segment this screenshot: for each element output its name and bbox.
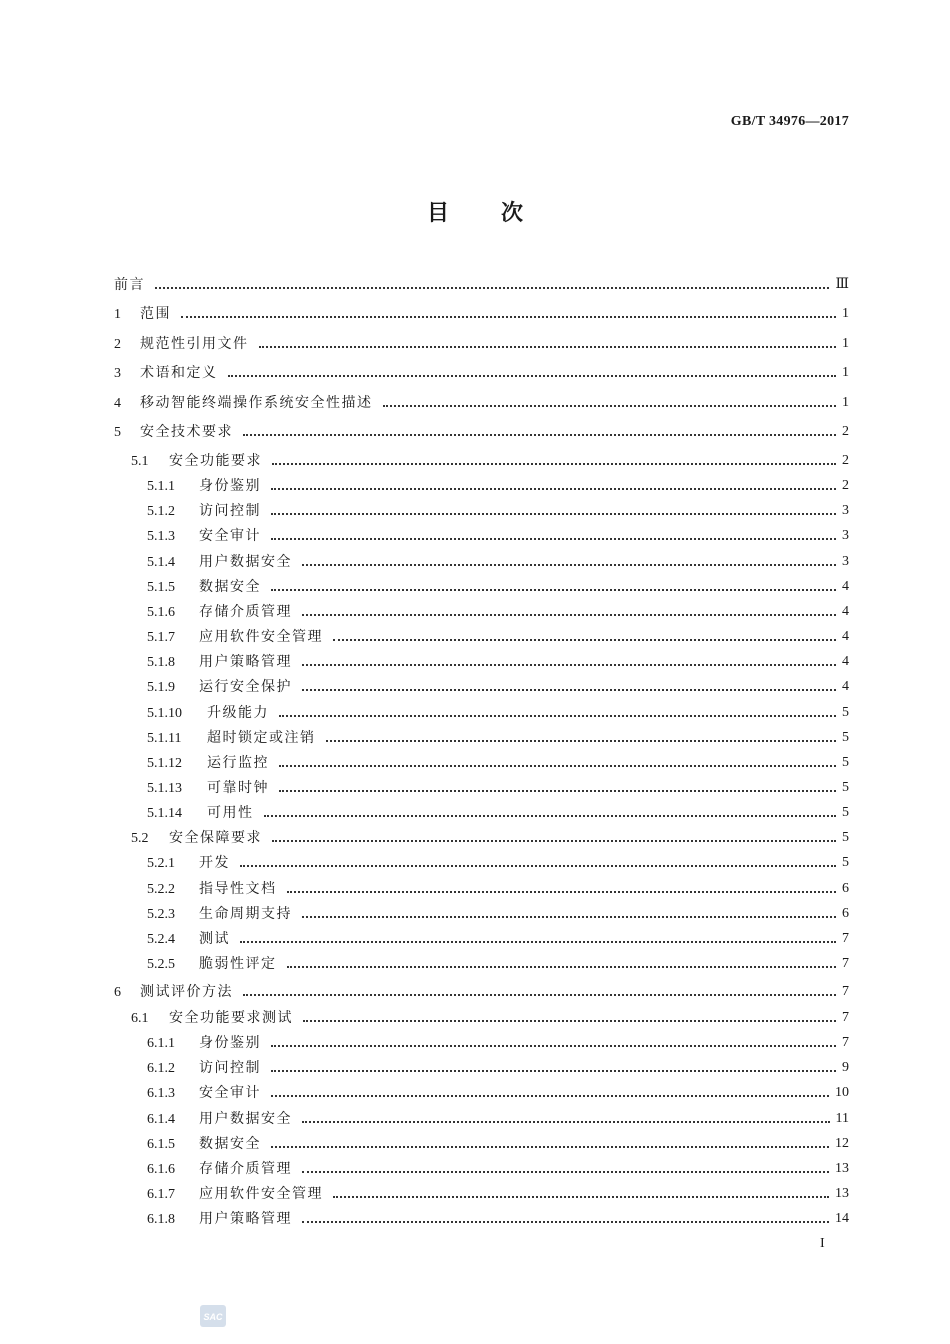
toc-entry-label: 应用软件安全管理 xyxy=(199,1186,323,1203)
toc-entry-lead xyxy=(147,475,261,498)
toc-entry-page: 2 xyxy=(842,424,849,439)
toc-entry-lead xyxy=(114,392,373,415)
toc-entry-number: 1 xyxy=(114,307,121,323)
standard-code: GB/T 34976—2017 xyxy=(730,114,849,129)
toc-entry-page: 3 xyxy=(842,553,849,569)
toc-entry-number: 5 xyxy=(114,425,121,440)
toc-entry-leader-dots xyxy=(271,1045,836,1047)
toc-entry[interactable] xyxy=(0,878,950,900)
toc-entry-number: 6.1.7 xyxy=(147,1187,175,1203)
toc-entry-leader-dots xyxy=(302,614,836,616)
toc-entry-lead xyxy=(114,274,145,296)
toc-entry-leader-dots xyxy=(271,1095,829,1097)
toc-entry-leader-dots xyxy=(271,589,836,591)
toc-entry-page: 5 xyxy=(842,704,849,720)
toc-entry-page: 7 xyxy=(842,956,849,971)
toc-entry-number: 6.1.8 xyxy=(147,1212,175,1228)
toc-entry-lead xyxy=(147,752,269,775)
toc-entry-leader-dots xyxy=(279,765,836,767)
toc-entry-leader-dots xyxy=(243,434,836,436)
toc-entry-lead xyxy=(147,727,316,750)
toc-entry-number: 6.1.2 xyxy=(147,1061,175,1077)
toc-entry[interactable] xyxy=(0,727,950,749)
toc-entry-label: 存储介质管理 xyxy=(199,1160,292,1177)
toc-entry-leader-dots xyxy=(333,1196,829,1198)
toc-entry-page: 4 xyxy=(842,629,849,645)
toc-entry-page: 14 xyxy=(835,1211,849,1227)
toc-entry-number: 5.1.11 xyxy=(147,730,182,746)
toc-entry-label: 运行安全保护 xyxy=(199,679,292,696)
toc-entry-page: 5 xyxy=(842,754,849,770)
toc-entry[interactable] xyxy=(0,500,950,522)
toc-entry-leader-dots xyxy=(302,1221,829,1223)
toc-entry-label: 用户数据安全 xyxy=(199,553,292,570)
toc-entry-label: 脆弱性评定 xyxy=(199,956,277,972)
toc-entry-page: 7 xyxy=(842,1010,849,1025)
toc-entry-lead xyxy=(114,333,249,356)
toc-entry-leader-dots xyxy=(279,790,836,792)
toc-entry-label: 测试评价方法 xyxy=(140,984,233,1000)
toc-entry-number: 5.2.1 xyxy=(147,856,175,872)
toc-entry-label: 访问控制 xyxy=(199,503,261,520)
toc-entry-number: 5.1 xyxy=(131,454,149,469)
toc-entry-lead xyxy=(147,777,269,800)
toc-entry-lead xyxy=(147,525,261,548)
toc-entry-lead xyxy=(147,1082,261,1105)
toc-entry[interactable] xyxy=(0,1082,950,1104)
toc-entry-lead xyxy=(147,551,292,574)
toc-entry-number: 6.1 xyxy=(131,1011,149,1026)
toc-entry-leader-dots xyxy=(240,865,836,867)
toc-entry-lead xyxy=(147,1158,292,1181)
toc-entry-number: 6.1.4 xyxy=(147,1111,175,1127)
toc-entry-page: 4 xyxy=(842,654,849,670)
toc-entry-lead xyxy=(114,362,218,385)
toc-entry-leader-dots xyxy=(272,840,836,842)
toc-entry-label: 超时锁定或注销 xyxy=(207,729,316,746)
toc-entry-leader-dots xyxy=(271,1070,836,1072)
toc-entry-label: 用户策略管理 xyxy=(199,1211,292,1228)
toc-entry[interactable] xyxy=(0,362,950,384)
toc-entry-leader-dots xyxy=(302,664,836,666)
toc-entry-number: 5.2.4 xyxy=(147,931,175,947)
toc-entry-lead xyxy=(147,576,261,599)
toc-entry[interactable] xyxy=(0,1183,950,1205)
toc-entry-number: 5.1.7 xyxy=(147,630,175,646)
toc-entry[interactable] xyxy=(0,392,950,414)
toc-entry-page: 1 xyxy=(842,306,849,322)
toc-entry-number: 5.1.1 xyxy=(147,479,175,495)
toc-entry-label: 指导性文档 xyxy=(199,880,277,897)
toc-entry-page: 7 xyxy=(842,1035,849,1051)
toc-entry-leader-dots xyxy=(333,639,836,641)
toc-entry-number: 5.1.9 xyxy=(147,680,175,696)
toc-entry[interactable] xyxy=(0,333,950,355)
toc-entry-leader-dots xyxy=(264,815,837,817)
toc-entry-label: 安全审计 xyxy=(199,528,261,545)
toc-entry[interactable] xyxy=(0,551,950,573)
toc-entry-number: 6.1.6 xyxy=(147,1161,175,1177)
toc-entry-leader-dots xyxy=(302,916,836,918)
toc-entry-label: 身份鉴别 xyxy=(199,1035,261,1052)
toc-entry-leader-dots xyxy=(383,405,837,407)
toc-entry[interactable] xyxy=(0,450,950,472)
toc-entry-label: 规范性引用文件 xyxy=(140,335,249,352)
toc-entry-number: 6.1.1 xyxy=(147,1036,175,1052)
toc-entry-page: 2 xyxy=(842,478,849,494)
sac-logo-icon xyxy=(200,1305,226,1327)
toc-entry-leader-dots xyxy=(243,994,836,996)
toc-entry-label: 用户数据安全 xyxy=(199,1110,292,1127)
toc-entry-page: 1 xyxy=(842,394,849,410)
toc-entry-page: 13 xyxy=(835,1186,849,1202)
toc-entry-lead xyxy=(114,421,233,444)
toc-entry-number: 5.2.3 xyxy=(147,906,175,922)
toc-entry-number: 5.1.6 xyxy=(147,604,175,620)
toc-entry-leader-dots xyxy=(181,316,836,318)
toc-entry[interactable] xyxy=(0,651,950,673)
toc-entry-label: 移动智能终端操作系统安全性描述 xyxy=(140,394,373,411)
toc-entry[interactable] xyxy=(0,981,950,1003)
toc-entry-page: 2 xyxy=(842,453,849,468)
toc-entry-label: 应用软件安全管理 xyxy=(199,629,323,646)
toc-entry-lead xyxy=(147,878,277,901)
toc-entry-lead xyxy=(147,651,292,674)
toc-entry-number: 3 xyxy=(114,366,121,382)
toc-entry-leader-dots xyxy=(302,1171,829,1173)
toc-entry-number: 5.1.2 xyxy=(147,504,175,520)
toc-entry-page: 5 xyxy=(842,805,849,821)
toc-entry-number: 5.1.10 xyxy=(147,705,182,721)
toc-entry-number: 5.2 xyxy=(131,831,149,847)
toc-entry-page: 4 xyxy=(842,679,849,695)
toc-entry[interactable] xyxy=(0,1158,950,1180)
toc-entry-label: 数据安全 xyxy=(199,1135,261,1152)
toc-entry[interactable] xyxy=(0,1208,950,1230)
toc-entry-page: 3 xyxy=(842,503,849,519)
toc-entry-lead xyxy=(147,928,230,951)
toc-entry[interactable] xyxy=(0,852,950,874)
toc-entry-lead xyxy=(147,1208,292,1231)
toc-entry[interactable] xyxy=(0,928,950,950)
toc-entry-label: 可靠时钟 xyxy=(207,779,269,796)
toc-entry-lead xyxy=(147,852,230,875)
toc-entry[interactable] xyxy=(0,576,950,598)
toc-entry-page: 13 xyxy=(835,1160,849,1176)
toc-entry-label: 测试 xyxy=(199,930,230,947)
toc-entry-lead xyxy=(147,1057,261,1080)
toc-entry-leader-dots xyxy=(271,513,836,515)
toc-entry[interactable] xyxy=(0,601,950,623)
toc-entry-lead xyxy=(147,1133,261,1156)
toc-entry-label: 安全功能要求 xyxy=(169,453,262,469)
toc-entry-label: 可用性 xyxy=(207,805,254,822)
toc-entry-page: 5 xyxy=(842,830,849,846)
toc-entry-page: 5 xyxy=(842,779,849,795)
toc-entry-label: 用户策略管理 xyxy=(199,654,292,671)
toc-entry[interactable] xyxy=(0,702,950,724)
toc-entry-number: 5.1.3 xyxy=(147,529,175,545)
toc-entry[interactable] xyxy=(0,752,950,774)
page-number: I xyxy=(820,1236,825,1251)
toc-entry-leader-dots xyxy=(302,1121,830,1123)
toc-entry-number: 6.1.3 xyxy=(147,1086,175,1102)
toc-entry-lead xyxy=(131,450,262,473)
toc-entry-leader-dots xyxy=(287,891,837,893)
toc-title: 目次 xyxy=(426,201,575,226)
toc-entry-label: 范围 xyxy=(140,306,171,323)
toc-entry-page: 10 xyxy=(835,1085,849,1101)
toc-entry-lead xyxy=(147,1032,261,1055)
toc-entry-page: 9 xyxy=(842,1060,849,1076)
toc-entry[interactable] xyxy=(0,1108,950,1130)
toc-entry-leader-dots xyxy=(259,346,837,348)
toc-entry-label: 安全功能要求测试 xyxy=(169,1010,293,1026)
toc-entry-number: 4 xyxy=(114,395,121,411)
toc-entry-number: 5.1.4 xyxy=(147,554,175,570)
toc-entry-page: 4 xyxy=(842,603,849,619)
toc-entry-leader-dots xyxy=(155,287,829,289)
toc-entry-lead xyxy=(147,1183,323,1206)
toc-entry-lead xyxy=(114,303,171,326)
toc-entry[interactable] xyxy=(0,626,950,648)
toc-entry-page: 12 xyxy=(835,1135,849,1151)
toc-entry-page: 5 xyxy=(842,729,849,745)
toc-entry-number: 5.2.2 xyxy=(147,881,175,897)
toc-entry[interactable] xyxy=(0,475,950,497)
toc-entry-label: 升级能力 xyxy=(207,704,269,721)
toc-entry-leader-dots xyxy=(271,538,836,540)
toc-entry-label: 术语和定义 xyxy=(140,365,218,382)
toc-entry-label: 存储介质管理 xyxy=(199,603,292,620)
toc-entry-label: 安全保障要求 xyxy=(169,830,262,847)
toc-entry-number: 5.1.12 xyxy=(147,755,182,771)
toc-entry-label: 运行监控 xyxy=(207,754,269,771)
toc-entry[interactable] xyxy=(0,1007,950,1029)
toc-entry-page: 3 xyxy=(842,528,849,544)
toc-entry-page: 7 xyxy=(842,930,849,946)
toc-entry-page: 7 xyxy=(842,984,849,999)
toc-entry-page: 4 xyxy=(842,578,849,594)
toc-entry-lead xyxy=(147,626,323,649)
toc-entry-number: 6 xyxy=(114,985,121,1000)
toc-entry-page: 1 xyxy=(842,365,849,381)
toc-entry[interactable] xyxy=(0,525,950,547)
toc-entry-label: 安全技术要求 xyxy=(140,424,233,440)
toc-entry-lead xyxy=(131,1007,293,1030)
toc-entry-leader-dots xyxy=(240,941,836,943)
toc-entry-lead xyxy=(147,702,269,725)
toc-entry-lead xyxy=(147,802,254,825)
toc-entry-lead xyxy=(147,500,261,523)
toc-entry[interactable] xyxy=(0,802,950,824)
toc-entry-label: 数据安全 xyxy=(199,578,261,595)
watermark-text: SAC xyxy=(203,1312,223,1322)
toc-entry-leader-dots xyxy=(271,488,836,490)
toc-entry-leader-dots xyxy=(279,715,836,717)
toc-entry-lead xyxy=(131,827,262,850)
toc-entry-leader-dots xyxy=(302,689,836,691)
toc-entry-lead xyxy=(114,981,233,1004)
toc-entry-label: 前言 xyxy=(114,277,145,293)
toc-entry-leader-dots xyxy=(287,966,837,968)
toc-entry-number: 5.2.5 xyxy=(147,957,175,972)
toc-entry-label: 生命周期支持 xyxy=(199,905,292,922)
toc-entry[interactable] xyxy=(0,274,950,296)
toc-entry-page: 6 xyxy=(842,905,849,921)
toc-entry-label: 安全审计 xyxy=(199,1085,261,1102)
toc-entry-label: 身份鉴别 xyxy=(199,478,261,495)
toc-entry-lead xyxy=(147,1108,292,1131)
toc-entry-page: 11 xyxy=(835,1110,849,1126)
toc-entry-lead xyxy=(147,601,292,624)
toc-entry-label: 开发 xyxy=(199,855,230,872)
toc-entry-number: 2 xyxy=(114,336,121,352)
toc-entry-number: 5.1.5 xyxy=(147,579,175,595)
toc-entry-lead xyxy=(147,903,292,926)
toc-entry[interactable] xyxy=(0,953,950,975)
toc-entry[interactable] xyxy=(0,827,950,849)
toc-entry-leader-dots xyxy=(272,463,836,465)
toc-entry-page: 1 xyxy=(842,335,849,351)
toc-entry-lead xyxy=(147,953,277,976)
toc-entry-number: 5.1.13 xyxy=(147,780,182,796)
toc-entry[interactable] xyxy=(0,1032,950,1054)
toc-entry[interactable] xyxy=(0,1133,950,1155)
toc-entry-lead xyxy=(147,676,292,699)
toc-entry-leader-dots xyxy=(228,375,837,377)
toc-entry-page: 5 xyxy=(842,855,849,871)
toc-entry[interactable] xyxy=(0,903,950,925)
toc-entry-label: 访问控制 xyxy=(199,1060,261,1077)
toc-entry-number: 5.1.14 xyxy=(147,806,182,822)
toc-entry-leader-dots xyxy=(303,1020,836,1022)
toc-entry-leader-dots xyxy=(326,740,837,742)
toc-entry[interactable] xyxy=(0,777,950,799)
toc-entry-page: 6 xyxy=(842,880,849,896)
toc-entry-leader-dots xyxy=(271,1146,829,1148)
toc-entry[interactable] xyxy=(0,1057,950,1079)
toc-entry[interactable] xyxy=(0,421,950,443)
toc-entry-page: Ⅲ xyxy=(835,277,849,292)
toc-entry-number: 6.1.5 xyxy=(147,1136,175,1152)
toc-entry-leader-dots xyxy=(302,564,836,566)
toc-entry-number: 5.1.8 xyxy=(147,655,175,671)
toc-entry[interactable] xyxy=(0,676,950,698)
toc-entry[interactable] xyxy=(0,303,950,325)
